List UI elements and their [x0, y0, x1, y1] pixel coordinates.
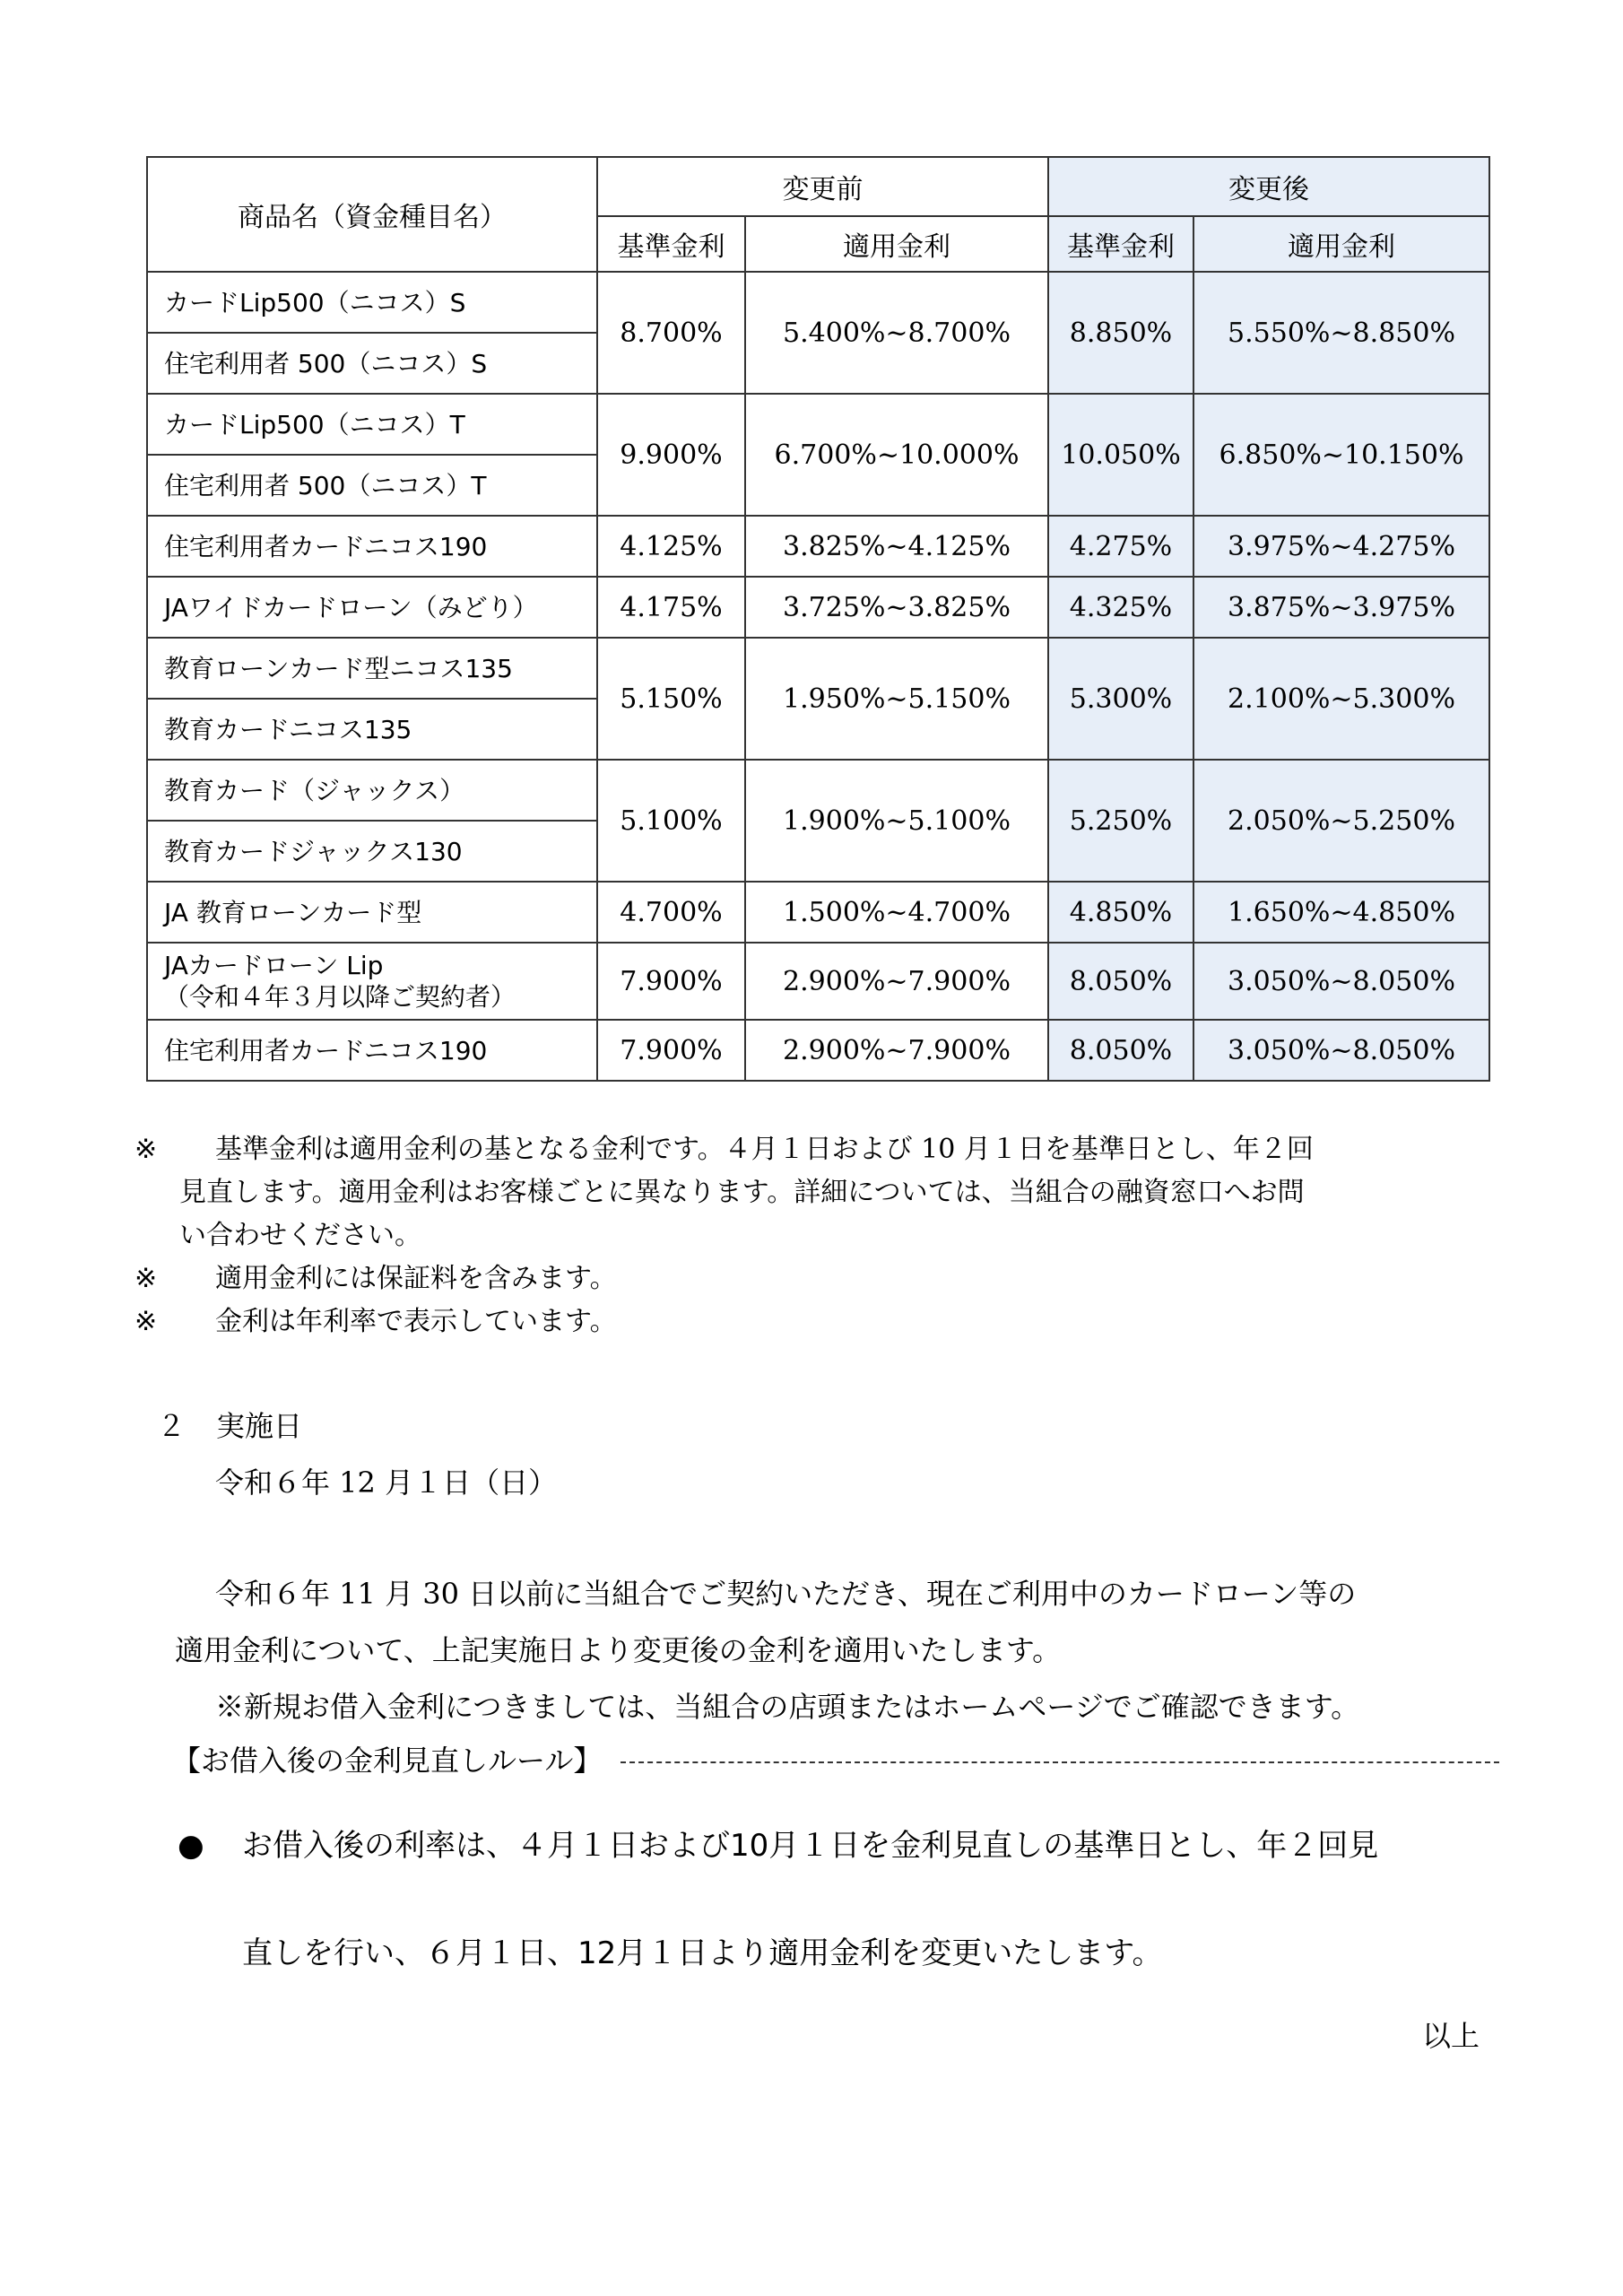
after-base-rate-cell: 8.050% — [1048, 1020, 1193, 1081]
rule-header-title: 【お借入後の金利見直しルール】 — [172, 1738, 605, 1779]
table-row — [147, 516, 1489, 577]
product-name-header: 商品名（資金種目名） — [147, 157, 597, 272]
rule-line-2: 直しを行い、６月１日、12月１日より適用金利を変更いたします。 — [242, 1935, 1163, 1971]
note1-line2: 見直します。適用金利はお客様ごとに異なります。詳細については、当組合の融資窓口へお問 — [179, 1177, 1305, 1208]
rate-table-body — [147, 272, 1489, 1081]
before-base-rate-cell: 7.900% — [597, 943, 745, 1020]
before-base-rate-cell: 5.100% — [597, 760, 745, 882]
before-applied-rate-cell: 6.700%~10.000% — [745, 394, 1048, 516]
before-base-rate-cell: 4.175% — [597, 577, 745, 638]
paragraph-line-3: ※新規お借入金利につきましては、当組合の店頭またはホームページでご確認できます。 — [215, 1690, 1360, 1724]
note2-text: 適用金利には保証料を含みます。 — [215, 1263, 617, 1294]
before-applied-rate-cell: 5.400%~8.700% — [745, 272, 1048, 394]
before-applied-rate-cell: 1.950%~5.150% — [745, 638, 1048, 760]
before-applied-rate-cell: 3.725%~3.825% — [745, 577, 1048, 638]
before-base-rate-cell: 4.700% — [597, 882, 745, 943]
after-base-rate-cell: 4.275% — [1048, 516, 1193, 577]
product-name-cell: 教育ローンカード型ニコス135 — [147, 638, 597, 699]
before-applied-rate-cell: 3.825%~4.125% — [745, 516, 1048, 577]
after-applied-rate-cell: 5.550%~8.850% — [1193, 272, 1489, 394]
before-base-rate-cell: 9.900% — [597, 394, 745, 516]
after-applied-rate-cell: 3.050%~8.050% — [1193, 1020, 1489, 1081]
interest-rate-table — [146, 156, 1490, 1082]
after-applied-rate-cell: 3.875%~3.975% — [1193, 577, 1489, 638]
after-base-rate-cell: 4.325% — [1048, 577, 1193, 638]
before-applied-rate-cell: 2.900%~7.900% — [745, 943, 1048, 1020]
table-row — [147, 638, 1489, 699]
before-base-rate-cell: 8.700% — [597, 272, 745, 394]
before-change-header: 変更前 — [597, 157, 1048, 216]
table-row — [147, 577, 1489, 638]
table-row — [147, 943, 1489, 1020]
product-name-cell: 教育カードニコス135 — [147, 699, 597, 760]
after-base-rate-cell: 5.250% — [1048, 760, 1193, 882]
after-applied-rate-cell: 2.100%~5.300% — [1193, 638, 1489, 760]
after-applied-rate-cell: 6.850%~10.150% — [1193, 394, 1489, 516]
after-change-header: 変更後 — [1048, 157, 1489, 216]
section-title-text: 実施日 — [216, 1409, 303, 1443]
note1-line3: い合わせください。 — [179, 1220, 421, 1251]
product-name-cell: 住宅利用者カードニコス190 — [147, 1020, 597, 1081]
paragraph-line-1: 令和６年 11 月 30 日以前に当組合でご契約いただき、現在ご利用中のカードローン等の — [215, 1577, 1357, 1611]
product-name-cell: カードLip500（ニコス）T — [147, 394, 597, 455]
bullet-icon: ● — [178, 1828, 204, 1864]
after-applied-rate-cell: 2.050%~5.250% — [1193, 760, 1489, 882]
after-applied-rate-header: 適用金利 — [1193, 216, 1489, 272]
section-number: ２ — [157, 1409, 187, 1443]
note-item — [135, 1128, 1497, 1171]
after-applied-rate-cell: 1.650%~4.850% — [1193, 882, 1489, 943]
before-applied-rate-cell: 2.900%~7.900% — [745, 1020, 1048, 1081]
before-applied-rate-header: 適用金利 — [745, 216, 1048, 272]
table-row — [147, 1020, 1489, 1081]
before-base-rate-cell: 7.900% — [597, 1020, 745, 1081]
section-title — [157, 1404, 302, 1445]
after-applied-rate-cell: 3.050%~8.050% — [1193, 943, 1489, 1020]
closing-text: 以上 — [1421, 2019, 1480, 2053]
note-mark: ※ — [135, 1134, 158, 1165]
product-name-cell: 住宅利用者 500（ニコス）T — [147, 455, 597, 516]
note-mark: ※ — [135, 1263, 158, 1294]
note-mark: ※ — [135, 1306, 158, 1337]
product-name-cell: 住宅利用者 500（ニコス）S — [147, 333, 597, 394]
rule-bullet — [178, 1821, 1378, 1865]
product-name-cell: JAカードローン Lip （令和４年３月以降ご契約者） — [147, 943, 597, 1020]
before-base-rate-cell: 5.150% — [597, 638, 745, 760]
after-base-rate-cell: 8.050% — [1048, 943, 1193, 1020]
after-base-rate-cell: 8.850% — [1048, 272, 1193, 394]
before-base-rate-cell: 4.125% — [597, 516, 745, 577]
after-base-rate-header: 基準金利 — [1048, 216, 1193, 272]
product-name-cell: JA 教育ローンカード型 — [147, 882, 597, 943]
table-row — [147, 760, 1489, 821]
note-item — [135, 1257, 1497, 1300]
after-base-rate-cell: 10.050% — [1048, 394, 1193, 516]
table-row — [147, 882, 1489, 943]
note3-text: 金利は年利率で表示しています。 — [215, 1306, 617, 1337]
rule-line-1: お借入後の利率は、４月１日および10月１日を金利見直しの基準日とし、年２回見 — [242, 1828, 1379, 1864]
implementation-date: 令和６年 12 月１日（日） — [215, 1465, 558, 1500]
table-row — [147, 394, 1489, 455]
notes — [135, 1128, 1497, 1344]
after-base-rate-cell: 5.300% — [1048, 638, 1193, 760]
product-name-cell: 教育カードジャックス130 — [147, 821, 597, 882]
dashed-divider — [621, 1761, 1499, 1763]
table-row — [147, 272, 1489, 333]
product-name-cell: 住宅利用者カードニコス190 — [147, 516, 597, 577]
note-item — [135, 1300, 1497, 1344]
paragraph-line-2: 適用金利について、上記実施日より変更後の金利を適用いたします。 — [175, 1633, 1062, 1667]
before-base-rate-header: 基準金利 — [597, 216, 745, 272]
after-base-rate-cell: 4.850% — [1048, 882, 1193, 943]
rule-header — [172, 1738, 1499, 1783]
before-applied-rate-cell: 1.500%~4.700% — [745, 882, 1048, 943]
product-name-cell: 教育カード（ジャックス） — [147, 760, 597, 821]
product-name-cell: カードLip500（ニコス）S — [147, 272, 597, 333]
note1-line1: 基準金利は適用金利の基となる金利です。４月１日および 10 月１日を基準日とし、年２回 — [215, 1134, 1314, 1165]
product-name-cell: JAワイドカードローン（みどり） — [147, 577, 597, 638]
after-applied-rate-cell: 3.975%~4.275% — [1193, 516, 1489, 577]
before-applied-rate-cell: 1.900%~5.100% — [745, 760, 1048, 882]
